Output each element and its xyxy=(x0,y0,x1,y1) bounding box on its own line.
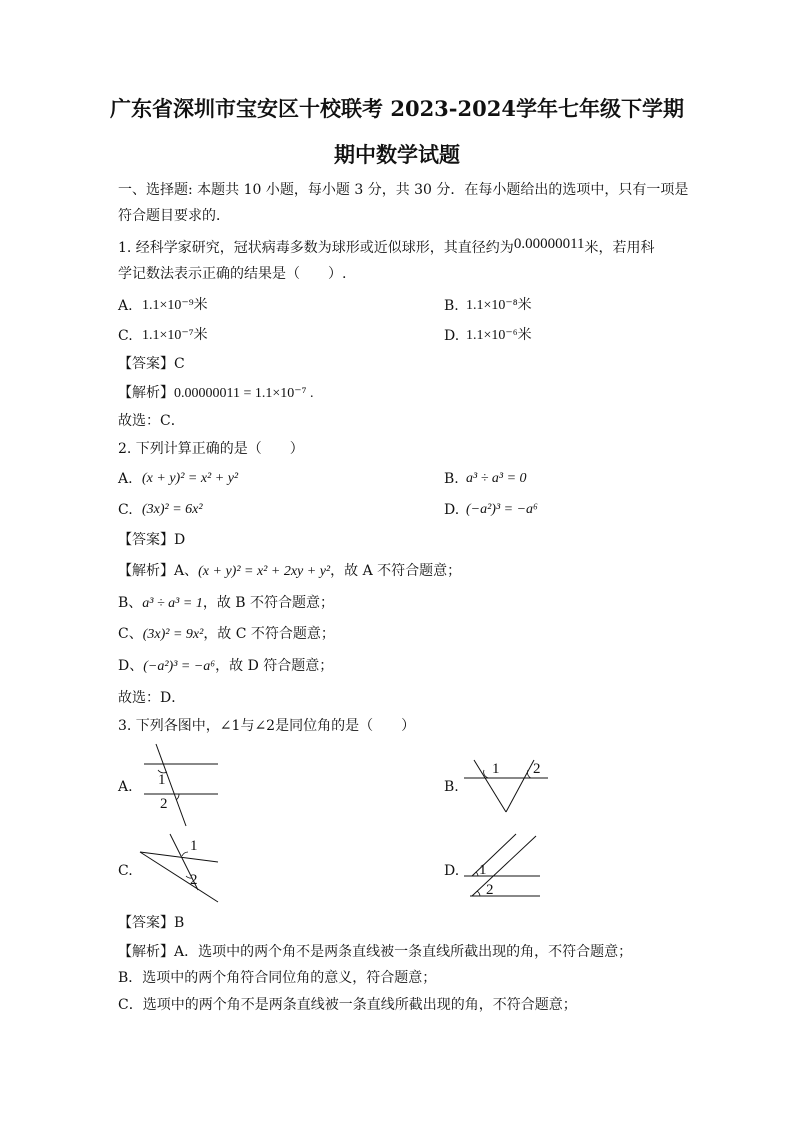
figure-b-line-right xyxy=(506,760,534,812)
q3-figure-b xyxy=(462,756,552,816)
q2-analysis-a xyxy=(118,561,461,582)
q2-option-b-value: a³ ÷ a³ = 0 xyxy=(466,471,527,486)
q2-option-c-label: C. xyxy=(118,502,133,518)
q1-analysis-label: 【解析】 xyxy=(118,385,174,401)
q2-option-d-value: (−a²)³ = −a⁶ xyxy=(466,502,538,517)
q2-analysis-a-math: (x + y)² = x² + 2xy + y² xyxy=(198,564,331,579)
q1-option-c-value: 1.1×10⁻⁷米 xyxy=(142,328,208,343)
q1-option-d-label: D. xyxy=(444,328,460,344)
figure-b-line-left xyxy=(474,760,506,812)
figure-d-label-1: 1 xyxy=(479,862,487,878)
figure-d-angle-arc-2 xyxy=(477,891,480,896)
figure-c-label-2: 2 xyxy=(190,872,198,888)
q2-option-d-label: D. xyxy=(444,502,460,518)
q2-analysis-b xyxy=(118,593,334,614)
q1-stem-a: 1. 经科学家研究，冠状病毒多数为球形或近似球形，其直径约为 xyxy=(118,240,514,256)
q2-stem: 2. 下列计算正确的是（ ） xyxy=(118,441,304,457)
q2-analysis-b-prefix: B、 xyxy=(118,595,143,611)
document-title-line-2: 期中数学试题 xyxy=(334,142,460,167)
figure-d-label-2: 2 xyxy=(486,882,494,898)
q1-option-c-label: C. xyxy=(118,328,133,344)
figure-b-angle-arc-2 xyxy=(527,770,531,778)
figure-a-label-2: 2 xyxy=(160,796,168,812)
q3-stem: 3. 下列各图中，∠1与∠2是同位角的是（ ） xyxy=(118,718,416,734)
q2-analysis-b-math: a³ ÷ a³ = 1 xyxy=(142,596,203,611)
q1-option-b-label: B. xyxy=(444,298,459,314)
q3-figure-c xyxy=(138,832,224,906)
q2-option-b-label: B. xyxy=(444,471,459,487)
q2-option-a-label: A. xyxy=(118,471,133,487)
q2-analysis-c xyxy=(118,624,335,645)
q1-stem-line-2: 学记数法表示正确的结果是（ ）. xyxy=(118,266,347,282)
figure-b-label-1: 1 xyxy=(492,761,500,777)
q2-analysis-a-suffix: ，故 A 不符合题意； xyxy=(330,563,462,579)
q1-stem-line-1 xyxy=(118,238,655,258)
figure-c-angle-arc-1 xyxy=(182,852,188,856)
q3-answer: 【答案】B xyxy=(118,915,185,931)
q1-option-b-value: 1.1×10⁻⁸米 xyxy=(466,298,532,313)
q3-figure-d xyxy=(462,832,544,902)
q2-analysis-d-prefix: D、 xyxy=(118,658,144,674)
q2-analysis-b-suffix: ，故 B 不符合题意； xyxy=(202,595,335,611)
q2-answer: 【答案】D xyxy=(118,532,186,548)
section-instructions-line-1: 一、选择题: 本题共 10 小题，每小题 3 分，共 30 分．在每小题给出的选项中，只有一项是 xyxy=(118,182,689,198)
figure-c-line-1 xyxy=(140,852,218,862)
q2-analysis-a-prefix: 【解析】A、 xyxy=(118,563,199,579)
figure-d-angle-arc-1 xyxy=(476,872,478,876)
q1-analysis-value: 0.00000011 = 1.1×10⁻⁷ . xyxy=(174,386,314,401)
document-title-line-1: 广东省深圳市宝安区十校联考 2023-2024学年七年级下学期 xyxy=(110,96,684,121)
q1-option-d-value: 1.1×10⁻⁶米 xyxy=(466,328,532,343)
q3-option-c-label: C. xyxy=(118,863,133,879)
q2-option-c-value: (3x)² = 6x² xyxy=(142,502,203,517)
figure-a-label-1: 1 xyxy=(158,772,166,788)
q2-analysis-d-math: (−a²)³ = −a⁶ xyxy=(143,659,216,674)
q2-analysis-d-suffix: ，故 D 符合题意； xyxy=(215,658,334,674)
q3-analysis-line-3: C．选项中的两个角不是两条直线被一条直线所截出现的角，不符合题意； xyxy=(118,997,577,1013)
q3-option-a-label: A. xyxy=(118,779,133,795)
q2-option-a-value: (x + y)² = x² + y² xyxy=(142,471,239,486)
q1-option-a-value: 1.1×10⁻⁹米 xyxy=(142,298,208,313)
q3-figure-a xyxy=(136,742,226,828)
q3-option-b-label: B. xyxy=(444,779,459,795)
q1-analysis xyxy=(118,383,314,404)
figure-c-line-2 xyxy=(140,852,218,902)
q3-analysis-line-1: 【解析】A．选项中的两个角不是两条直线被一条直线所截出现的角，不符合题意； xyxy=(118,944,633,960)
q2-analysis-c-prefix: C、 xyxy=(118,626,143,642)
q1-answer: 【答案】C xyxy=(118,356,185,372)
q2-analysis-d xyxy=(118,656,333,677)
figure-b-label-2: 2 xyxy=(533,761,541,777)
q1-option-a-label: A. xyxy=(118,298,133,314)
q1-stem-b: 米，若用科 xyxy=(584,240,655,256)
section-instructions-line-2: 符合题目要求的． xyxy=(118,208,230,224)
figure-c-label-1: 1 xyxy=(190,838,198,854)
q2-analysis-c-math: (3x)² = 9x² xyxy=(142,627,204,642)
q2-analysis-c-suffix: ，故 C 不符合题意； xyxy=(203,626,335,642)
q3-option-d-label: D. xyxy=(444,863,460,879)
q1-number: 0.00000011 xyxy=(513,236,585,252)
q1-conclusion: 故选：C． xyxy=(118,413,185,429)
q2-conclusion: 故选：D． xyxy=(118,690,186,706)
q3-analysis-line-2: B．选项中的两个角符合同位角的意义，符合题意； xyxy=(118,970,437,986)
